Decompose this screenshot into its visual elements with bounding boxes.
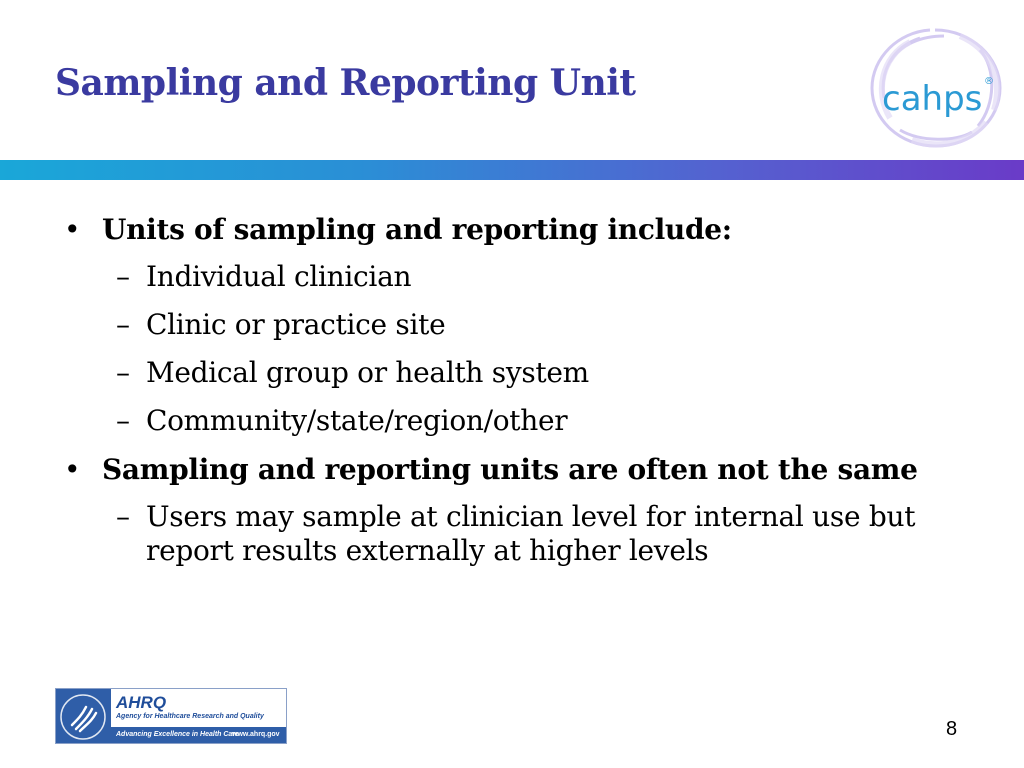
hhs-seal-icon <box>56 689 111 744</box>
sub-bullet-marker: – <box>116 404 130 437</box>
cahps-wordmark: cahps <box>882 79 983 119</box>
sub-bullet-text: Community/state/region/other <box>146 404 568 437</box>
sub-bullet-text: Medical group or health system <box>146 356 589 389</box>
page-number: 8 <box>946 718 958 740</box>
bullet-text: Units of sampling and reporting include: <box>102 213 732 246</box>
slide-title: Sampling and Reporting Unit <box>55 62 636 104</box>
sub-bullet-marker: – <box>116 356 130 389</box>
sub-bullet-marker: – <box>116 308 130 341</box>
ahrq-tagline: Advancing Excellence in Health Care <box>116 731 239 738</box>
bullet-marker: • <box>64 453 81 486</box>
sub-bullet-item <box>116 260 934 308</box>
cahps-logo <box>860 22 1010 152</box>
sub-bullet-item <box>116 308 934 356</box>
slide-content <box>0 212 1024 582</box>
sub-bullet-marker: – <box>116 260 130 293</box>
ahrq-logo <box>55 688 287 744</box>
registered-mark: ® <box>984 76 994 87</box>
ahrq-agency-name: Agency for Healthcare Research and Quality <box>116 713 264 720</box>
sub-bullet-text: Individual clinician <box>146 260 412 293</box>
bullet-marker: • <box>64 213 81 246</box>
sub-bullet-item <box>116 404 934 452</box>
header-gradient-band <box>0 160 1024 180</box>
ahrq-url: www.ahrq.gov <box>232 731 280 738</box>
ahrq-name: AHRQ <box>116 693 167 712</box>
sub-bullet-marker: – <box>116 500 130 533</box>
bullet-item <box>64 212 924 260</box>
sub-bullet-text: Clinic or practice site <box>146 308 446 341</box>
sub-bullet-item <box>116 356 934 404</box>
sub-bullet-text: Users may sample at clinician level for internal use but report results externally at higher levels <box>146 500 916 567</box>
bullet-item <box>64 452 924 500</box>
bullet-text: Sampling and reporting units are often not the same <box>102 453 918 486</box>
sub-bullet-item <box>116 500 934 582</box>
